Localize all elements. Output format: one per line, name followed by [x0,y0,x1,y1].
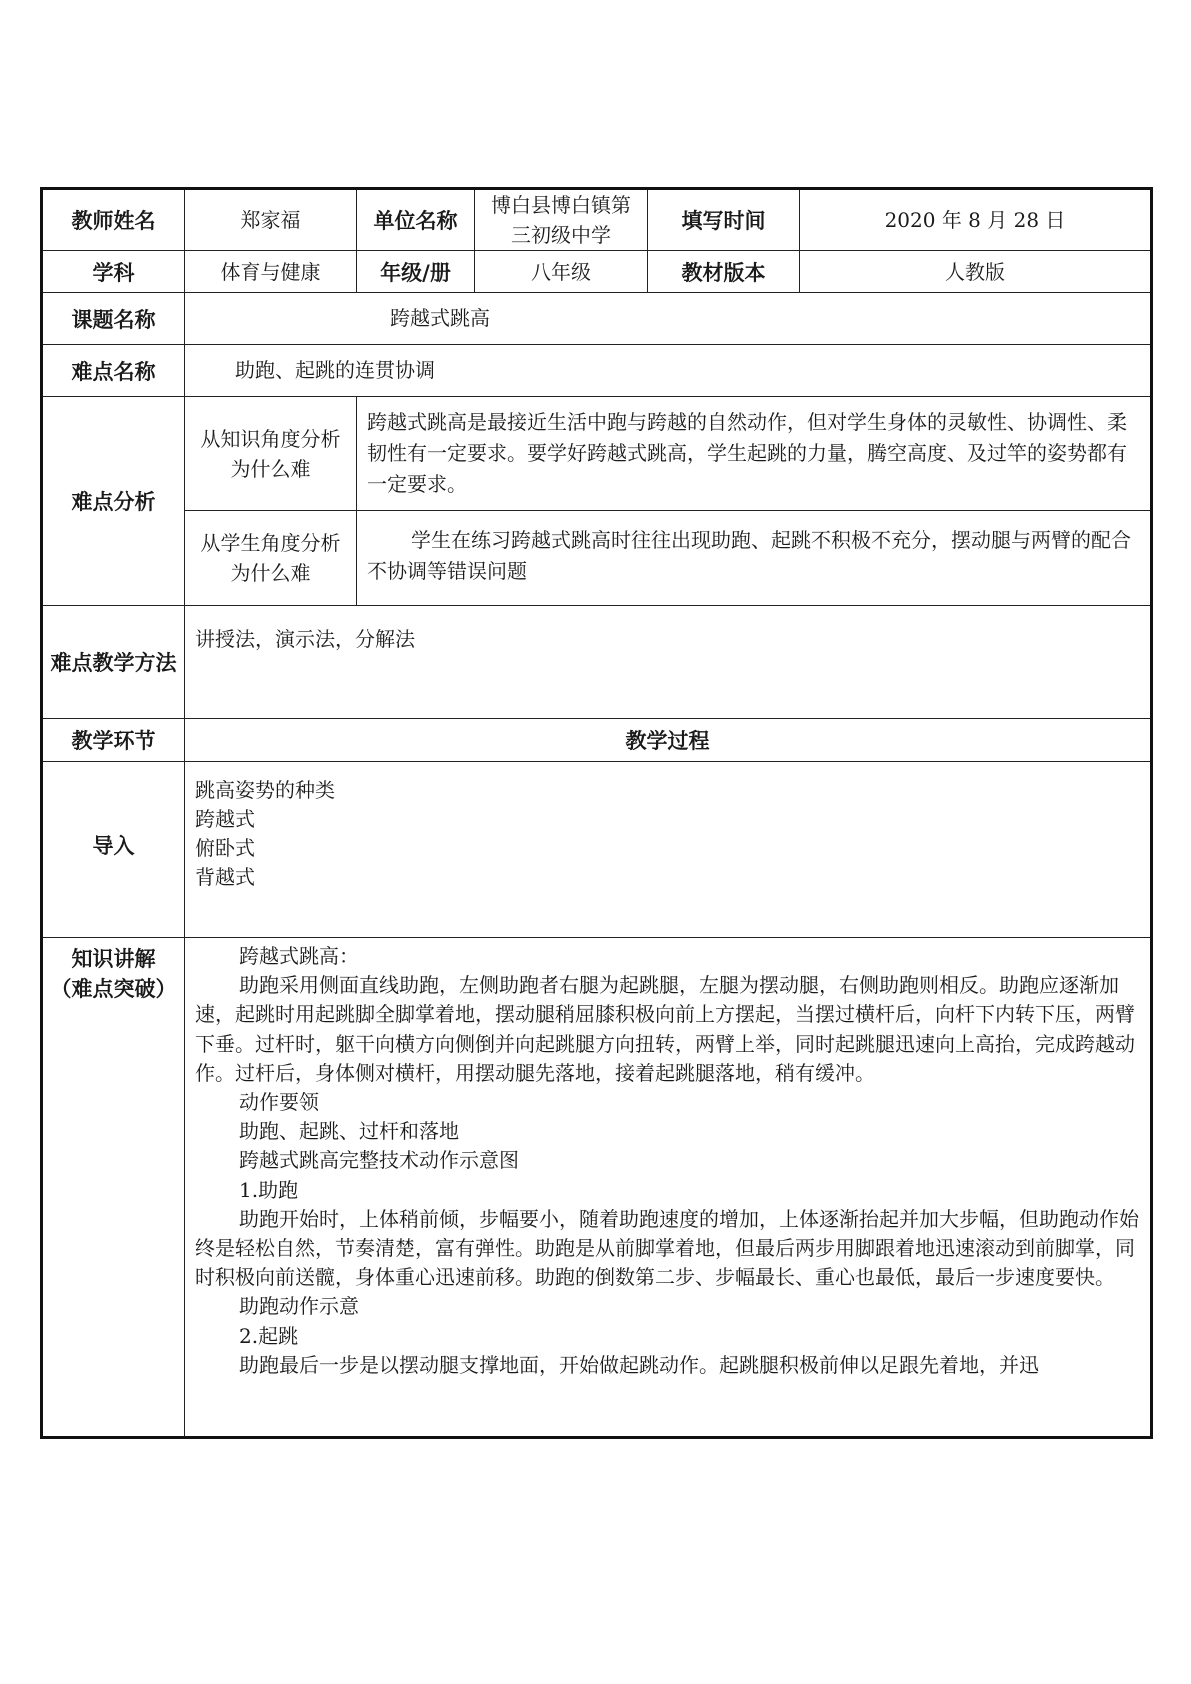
unit-name-line1: 博白县博白镇第 [491,193,631,217]
method-value: 讲授法，演示法，分解法 [185,606,1152,719]
student-angle-text: 学生在练习跨越式跳高时往往出现助跑、起跳不积极不充分，摆动腿与两臂的配合不协调等错误问题 [367,528,1131,583]
knowledge-angle-label [185,397,357,511]
intro-label: 导入 [42,762,185,938]
knowledge-paragraph: 助跑最后一步是以摆动腿支撑地面，开始做起跳动作。起跳腿积极前伸以足跟先着地，并迅 [239,1352,1039,1377]
knowledge-row [42,938,1152,1438]
subject-label: 学科 [42,251,185,293]
lesson-plan-table [40,187,1153,1439]
knowledge-paragraph: 助跑、起跳、过杆和落地 [239,1119,459,1144]
knowledge-paragraph: 助跑开始时，上体稍前倾，步幅要小，随着助跑速度的增加，上体逐渐抬起并加大步幅，但助跑动作始终是轻松自然，节奏清楚，富有弹性。助跑是从前脚掌着地，但最后两步用脚跟着地迅速滚动到前脚掌，同时积极向前送髋，身体重心迅速前移。助跑的倒数第二步、步幅最长、重心也最低，最后一步速度要快。 [195,1206,1139,1290]
intro-line: 俯卧式 [195,836,255,860]
knowledge-paragraph: 动作要领 [239,1090,319,1115]
knowledge-label-line2: （难点突破） [50,977,177,1001]
method-row [42,606,1152,719]
edition-value: 人教版 [800,251,1152,293]
info-row-2 [42,251,1152,293]
knowledge-paragraph: 助跑动作示意 [239,1294,359,1319]
knowledge-paragraph: 1.助跑 [239,1177,299,1202]
student-angle-line1: 从学生角度分析 [200,531,341,555]
lesson-plan-document [40,187,1150,1439]
edition-label: 教材版本 [648,251,800,293]
process-header-label: 教学过程 [185,719,1152,762]
knowledge-angle-line1: 从知识角度分析 [200,426,341,451]
method-label: 难点教学方法 [42,606,185,719]
knowledge-paragraph: 跨越式跳高： [239,944,359,968]
fill-date-value: 2020 年 8 月 28 日 [800,189,1152,251]
intro-row [42,762,1152,938]
teacher-name-label: 教师姓名 [42,189,185,251]
fill-date-label: 填写时间 [648,189,800,251]
topic-value: 跨越式跳高 [185,293,1152,345]
knowledge-paragraph: 跨越式跳高完整技术动作示意图 [239,1148,519,1173]
subject-value: 体育与健康 [185,251,357,293]
student-angle-line2: 为什么难 [230,561,311,585]
knowledge-label-line1: 知识讲解 [71,947,156,971]
unit-name-value [475,189,648,251]
topic-label: 课题名称 [42,293,185,345]
knowledge-label [42,938,185,1438]
stage-header-label: 教学环节 [42,719,185,762]
teacher-name-value: 郑家福 [185,189,357,251]
student-angle-cell [357,511,1152,606]
topic-row [42,293,1152,345]
unit-name-label: 单位名称 [357,189,475,251]
intro-line: 跳高姿势的种类 [195,778,335,802]
grade-label: 年级/册 [357,251,475,293]
knowledge-paragraph: 2.起跳 [239,1323,299,1348]
unit-name-line2: 三初级中学 [511,223,611,247]
knowledge-paragraph: 助跑采用侧面直线助跑，左侧助跑者右腿为起跳腿，左腿为摆动腿，右侧助跑则相反。助跑应逐渐加速，起跳时用起跳脚全脚掌着地，摆动腿稍屈膝积极向前上方摆起，当摆过横杆后，向杆下内转下压，两臂下垂。过杆时，躯干向横方向侧倒并向起跳腿方向扭转，两臂上举，同时起跳腿迅速向上高抬，完成跨越动作。过杆后，身体侧对横杆，用摆动腿先落地，接着起跳腿落地，稍有缓冲。 [195,973,1135,1085]
student-angle-label [185,511,357,606]
difficulty-row [42,345,1152,397]
analysis-row-knowledge [42,397,1152,511]
intro-line: 跨越式 [195,807,255,831]
grade-value: 八年级 [475,251,648,293]
knowledge-angle-text: 跨越式跳高是最接近生活中跑与跨越的自然动作，但对学生身体的灵敏性、协调性、柔韧性有一定要求。要学好跨越式跳高，学生起跳的力量，腾空高度、及过竿的姿势都有一定要求。 [357,397,1152,511]
info-row-1 [42,189,1152,251]
process-header-row [42,719,1152,762]
analysis-row-student [42,511,1152,606]
difficulty-value: 助跑、起跳的连贯协调 [185,345,1152,397]
analysis-label: 难点分析 [42,397,185,606]
knowledge-content [185,938,1152,1438]
knowledge-angle-line2: 为什么难 [230,456,311,481]
difficulty-label: 难点名称 [42,345,185,397]
intro-line: 背越式 [195,865,255,889]
intro-content [185,762,1152,938]
